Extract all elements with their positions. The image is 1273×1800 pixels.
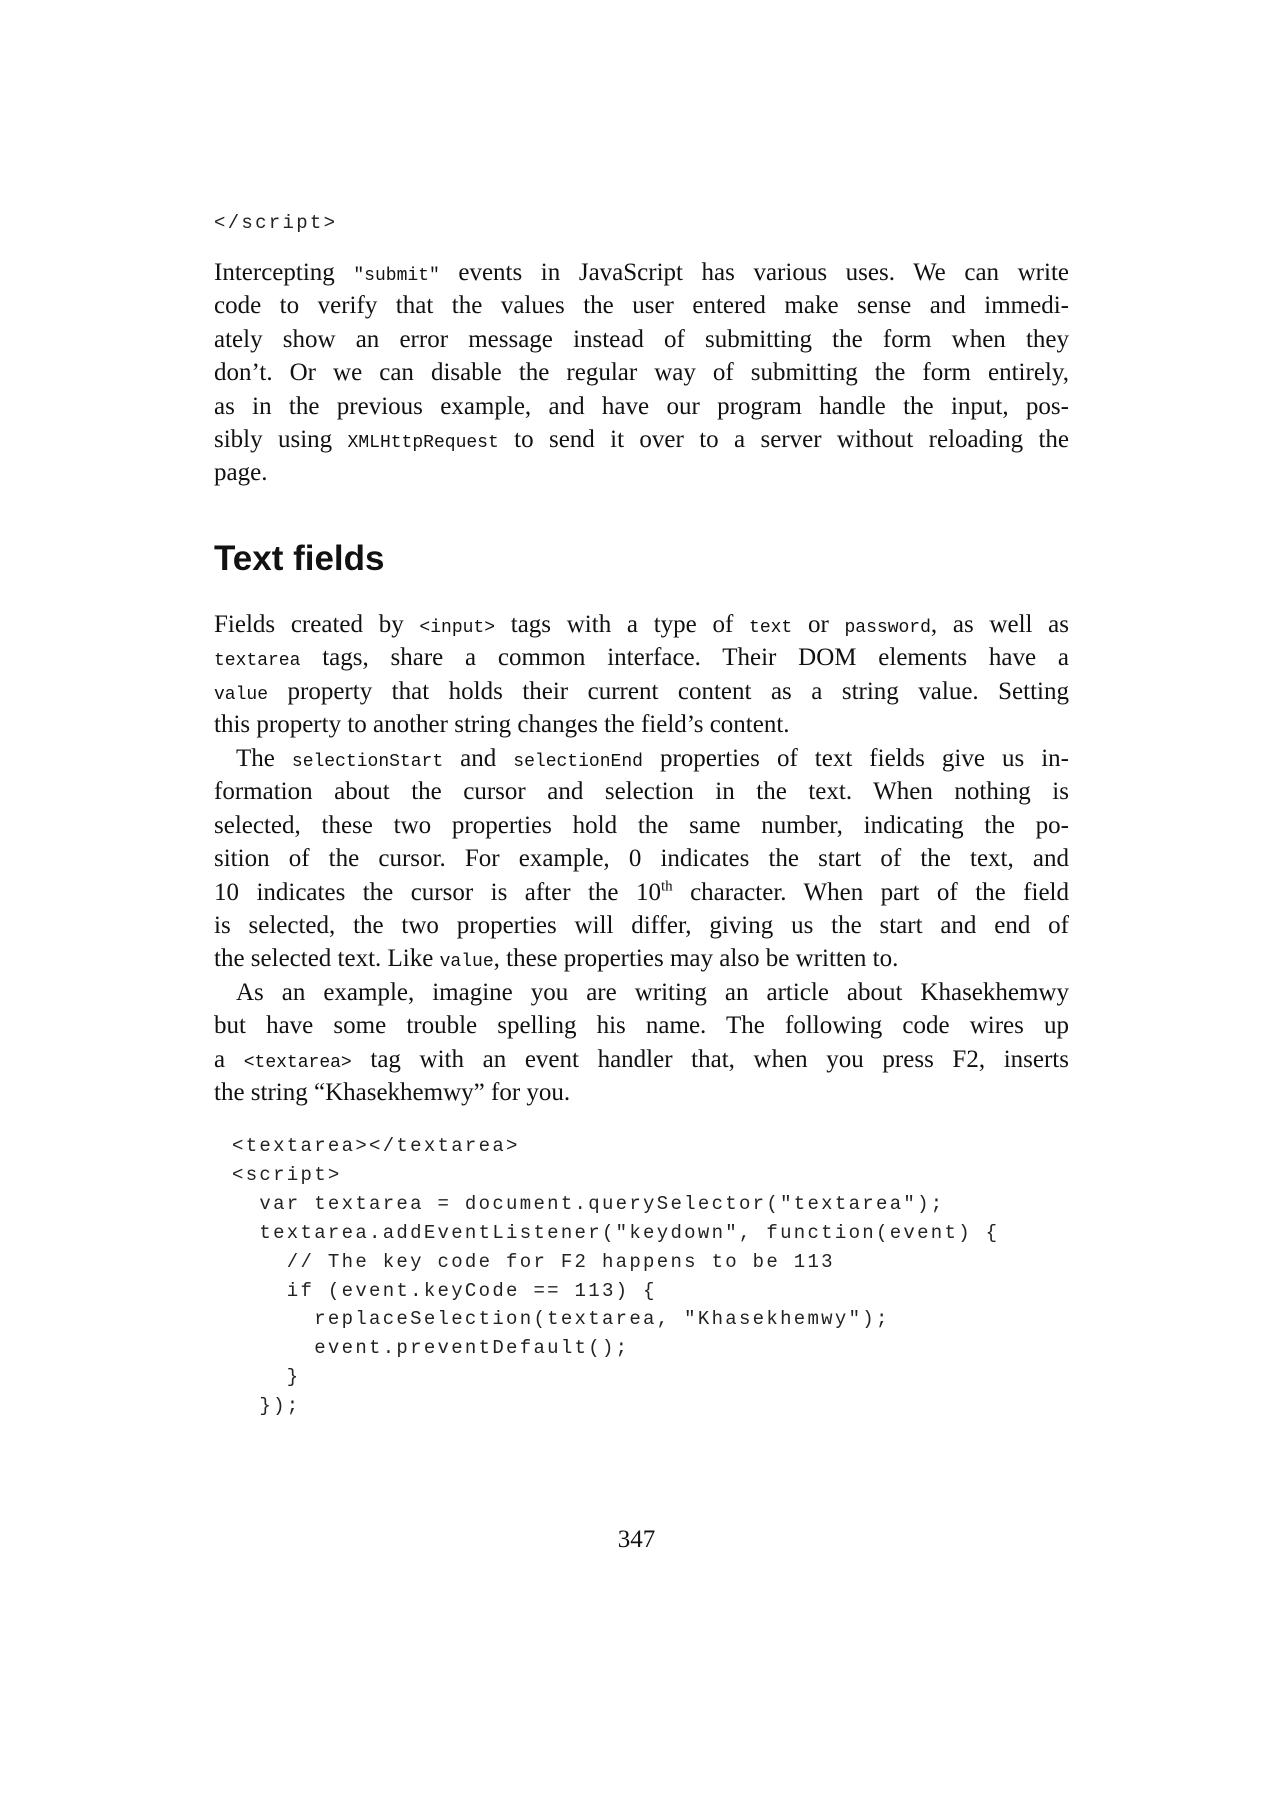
text-run: page.	[214, 459, 268, 487]
code-line: });	[232, 1395, 301, 1418]
inline-code: password	[844, 618, 931, 638]
text-run: As an example, imagine you are writing an article about Khasekhemwy	[236, 979, 1069, 1006]
superscript: th	[660, 878, 673, 895]
text-run: tags with a type of	[495, 611, 750, 638]
inline-code: value	[439, 952, 494, 973]
code-line: textarea.addEventListener("keydown", function(event) {	[232, 1221, 1000, 1244]
code-line: event.preventDefault();	[232, 1337, 630, 1360]
inline-code: selectionStart	[291, 752, 444, 772]
text-run: code to verify that the values the user entered make sense and immedi-	[214, 292, 1069, 320]
text-run: formation about the cursor and selection in the text. When nothing is	[214, 778, 1069, 806]
text-run: tags, share a common interface. Their DOM elements have a	[300, 644, 1069, 672]
paragraph3-line	[214, 909, 1069, 943]
code-line: }	[232, 1366, 301, 1389]
inline-code: selectionEnd	[513, 752, 643, 772]
text-run: Intercepting	[214, 259, 354, 286]
text-run: but have some trouble spelling his name. The following code wires up	[214, 1012, 1069, 1040]
text-run: ately show an error message instead of submitting the form when they	[214, 325, 1069, 353]
code-line-script-close: </script>	[214, 212, 338, 234]
text-run: or	[792, 611, 845, 638]
paragraph3-line	[214, 742, 1069, 776]
text-run: the string “Khasekhemwy” for you.	[214, 1079, 571, 1107]
text-run: tag with an event handler that, when you press F2, inserts	[351, 1045, 1069, 1073]
code-line: replaceSelection(textarea, "Khasekhemwy");	[232, 1308, 890, 1331]
text-run: The	[236, 745, 292, 772]
paragraph2-line	[214, 675, 1069, 709]
text-run: sibly using	[214, 426, 348, 453]
inline-code: XMLHttpRequest	[347, 433, 499, 453]
inline-code: <input>	[419, 618, 496, 638]
code-line: // The key code for F2 happens to be 113	[232, 1250, 835, 1273]
code-line: if (event.keyCode == 113) {	[232, 1279, 657, 1302]
paragraph3-line	[214, 942, 1069, 976]
paragraph2-line	[214, 641, 1069, 675]
text-run: events in JavaScript has various uses. We can write	[439, 259, 1069, 286]
text-run: 10 indicates the cursor is after the 10	[214, 878, 661, 906]
page-number: 347	[617, 1526, 656, 1553]
paragraph1-line	[214, 256, 1069, 290]
paragraph1-line	[214, 423, 1069, 457]
inline-code: "submit"	[353, 266, 440, 286]
text-run: sition of the cursor. For example, 0 indicates the start of the text, and	[214, 845, 1069, 873]
text-run: don’t. Or we can disable the regular way of submitting the form entirely,	[214, 359, 1069, 387]
inline-code: textarea	[214, 651, 301, 672]
paragraph2-line	[214, 608, 1069, 642]
paragraph1-line	[214, 390, 1069, 424]
text-run: and	[443, 745, 514, 772]
text-run: this property to another string changes the field’s content.	[214, 711, 790, 739]
paragraph1-line	[214, 323, 1069, 357]
paragraph2-line	[214, 708, 1069, 742]
paragraph4-line	[214, 1043, 1069, 1077]
inline-code: <textarea>	[243, 1052, 352, 1073]
section-heading-text-fields: Text fields	[214, 539, 385, 578]
text-run: , these properties may also be written to.	[493, 945, 899, 973]
text-run: , as well as	[930, 611, 1070, 638]
paragraph4-line	[214, 1009, 1069, 1043]
text-run: is selected, the two properties will differ, giving us the start and end of	[214, 912, 1069, 939]
text-run: the selected text. Like	[214, 945, 440, 973]
paragraph1-line	[214, 356, 1069, 390]
code-line: var textarea = document.querySelector("textarea");	[232, 1192, 945, 1215]
inline-code: value	[214, 684, 269, 705]
code-line: <textarea></textarea>	[232, 1135, 520, 1157]
text-run: as in the previous example, and have our program handle the input, pos-	[214, 392, 1069, 420]
paragraph3-line	[214, 809, 1069, 843]
inline-code: text	[749, 618, 793, 638]
text-run: Fields created by	[214, 611, 420, 638]
paragraph1-line	[214, 289, 1069, 323]
text-run: character. When part of the field	[672, 878, 1069, 906]
paragraph3-line	[214, 775, 1069, 809]
text-run: property that holds their current content as a string value. Setting	[268, 677, 1069, 705]
code-line: <script>	[232, 1163, 342, 1186]
text-run: to send it over to a server without reloading the	[498, 426, 1070, 453]
text-run: selected, these two properties hold the same number, indicating the po-	[214, 811, 1069, 839]
text-run: a	[214, 1045, 244, 1073]
paragraph3-line	[214, 842, 1069, 876]
paragraph1-line	[214, 456, 1069, 490]
paragraph4-line	[214, 976, 1069, 1010]
text-run: properties of text fields give us in-	[642, 745, 1069, 772]
paragraph4-line	[214, 1076, 1069, 1110]
paragraph3-line	[214, 876, 1069, 910]
